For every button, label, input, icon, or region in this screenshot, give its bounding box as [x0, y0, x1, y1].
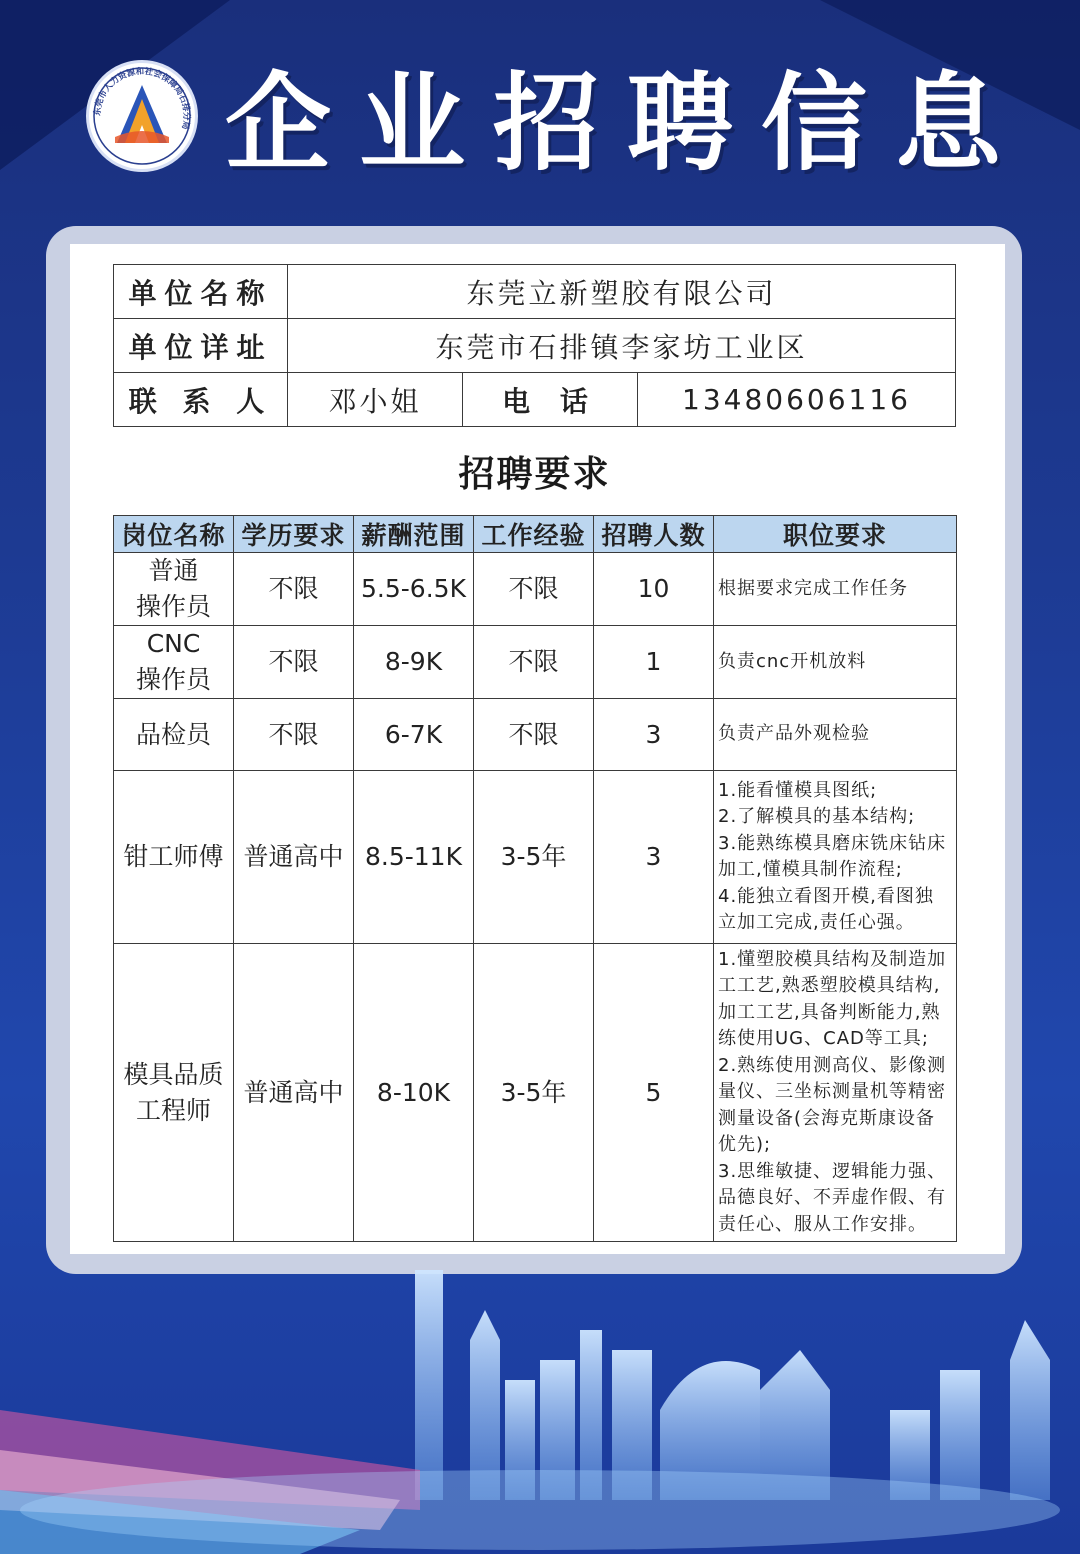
position-line: 品检员 [135, 719, 211, 749]
salary-cell: 6-7K [354, 699, 474, 771]
contact-label: 联 系 人 [114, 373, 288, 427]
position-cell [114, 944, 234, 1242]
position-line: 操作员 [135, 592, 211, 621]
company-address-row [114, 319, 956, 373]
experience-cell: 3-5年 [474, 771, 594, 944]
count-cell: 10 [594, 553, 714, 626]
count-cell: 5 [594, 944, 714, 1242]
phone-value: 13480606116 [638, 373, 956, 427]
position-cell [114, 626, 234, 699]
table-row [114, 699, 957, 771]
company-name-row [114, 265, 956, 319]
table-row [114, 626, 957, 699]
header-duties: 职位要求 [714, 516, 957, 553]
table-row [114, 553, 957, 626]
company-name-value: 东莞立新塑胶有限公司 [288, 265, 956, 319]
duties-cell [714, 699, 957, 771]
table-row [114, 944, 957, 1242]
duties-cell [714, 771, 957, 944]
experience-cell: 不限 [474, 699, 594, 771]
header-experience: 工作经验 [474, 516, 594, 553]
table-row [114, 771, 957, 944]
salary-cell: 8.5-11K [354, 771, 474, 944]
company-info-table [113, 264, 956, 427]
position-cell [114, 553, 234, 626]
salary-cell: 8-10K [354, 944, 474, 1242]
duty-line: 2.了解模具的基本结构; [718, 806, 916, 827]
count-cell: 1 [594, 626, 714, 699]
duty-line: 根据要求完成工作任务 [718, 577, 908, 599]
company-address-label: 单位详址 [114, 319, 288, 373]
duty-line: 负责cnc开机放料 [718, 650, 867, 672]
duty-line: 负责产品外观检验 [718, 723, 870, 745]
education-cell: 普通高中 [234, 944, 354, 1242]
duty-line: 4.能独立看图开模,看图独立加工完成,责任心强。 [718, 885, 934, 933]
phone-label: 电 话 [463, 373, 638, 427]
position-line: CNC [146, 629, 201, 658]
duty-line: 1.能看懂模具图纸; [718, 779, 878, 801]
duties-cell [714, 553, 957, 626]
count-cell: 3 [594, 771, 714, 944]
logo-english-text [30, 190, 250, 191]
bureau-logo [86, 60, 198, 172]
duty-line: 3.思维敏捷、逻辑能力强、品德良好、不弄虚作假、有责任心、服从工作安排。 [718, 1160, 947, 1235]
company-name-label: 单位名称 [114, 265, 288, 319]
logo-ring-text: 东莞市人力资源和社会保障局石排分局 [92, 66, 192, 131]
requirements-title: 招聘要求 [458, 454, 611, 495]
logo-emblem-icon [89, 63, 195, 169]
experience-cell: 不限 [474, 626, 594, 699]
salary-cell: 5.5-6.5K [354, 553, 474, 626]
experience-cell: 3-5年 [474, 944, 594, 1242]
salary-cell: 8-9K [354, 626, 474, 699]
duty-line: 3.能熟练模具磨床铣床钻床加工,懂模具制作流程; [718, 832, 947, 880]
position-line: 操作员 [135, 665, 211, 694]
city-skyline-illustration [0, 1260, 1080, 1554]
header-count: 招聘人数 [594, 516, 714, 553]
jobs-header-row [114, 516, 957, 553]
company-address-value: 东莞市石排镇李家坊工业区 [288, 319, 956, 373]
page-title: 企业招聘信息 [225, 60, 1029, 185]
experience-cell: 不限 [474, 553, 594, 626]
count-cell: 3 [594, 699, 714, 771]
header-education: 学历要求 [234, 516, 354, 553]
jobs-table [113, 515, 957, 1242]
position-line: 工程师 [135, 1095, 211, 1125]
header-position: 岗位名称 [114, 516, 234, 553]
duties-cell [714, 944, 957, 1242]
position-line: 模具品质 [123, 1059, 224, 1089]
education-cell: 不限 [234, 699, 354, 771]
education-cell: 不限 [234, 553, 354, 626]
duty-line: 2.熟练使用测高仪、影像测量仪、三坐标测量机等精密测量设备(会海克斯康设备优先); [718, 1054, 947, 1156]
duty-line: 1.懂塑胶模具结构及制造加工工艺,熟悉塑胶模具结构,加工工艺,具备判断能力,熟练使用UG、CAD等工具; [718, 948, 947, 1050]
position-cell [114, 699, 234, 771]
position-line: 钳工师傅 [123, 842, 224, 871]
education-cell: 不限 [234, 626, 354, 699]
position-line: 普通 [148, 556, 199, 585]
header-salary: 薪酬范围 [354, 516, 474, 553]
duties-cell [714, 626, 957, 699]
contact-value: 邓小姐 [288, 373, 463, 427]
company-contact-row [114, 373, 956, 427]
position-cell [114, 771, 234, 944]
education-cell: 普通高中 [234, 771, 354, 944]
